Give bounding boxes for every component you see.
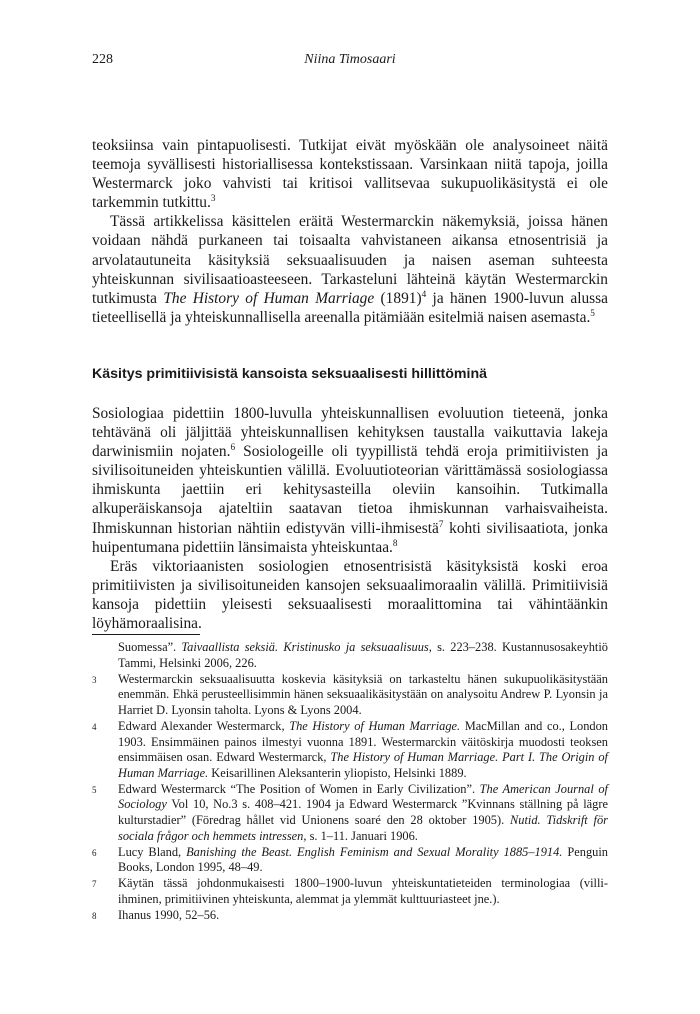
footnote-ref[interactable]: 7 — [438, 518, 444, 529]
page-header — [92, 52, 608, 72]
footnote-number: 4 — [92, 721, 97, 732]
footnote-ref[interactable]: 8 — [392, 537, 398, 548]
running-head-author: Niina Timosaari — [304, 52, 396, 67]
footnote-ref[interactable]: 4 — [421, 288, 427, 299]
paragraph: Sosiologiaa pidettiin 1800-luvulla yhteiskunnallisen evoluution tieteenä, jonka tehtävänä oli jäljittää yhteiskunnallisen kehityksen taustalla vaikuttavia lakeja darwinismiin nojaten.$^6$ Sosiologeille oli tyypillistä tehdä eroja primitiivisten ja sivilisoituneiden yhteiskuntien välillä. Evoluutioteorian värittämässä sosiologiassa ihmiskunta jaettiin eri kehitysasteilla oleviin kansoihin. Tutkimalla alkuperäiskansoja ajateltiin saatavan tietoa ihmiskunnan varhaisvaiheista. Ihmiskunnan historian nähtiin edistyvän villi-ihmisestä$^7$ kohti sivilisaatiota, jonka huipentumana pidettiin länsimaista yhteiskuntaa.$^8$ — [92, 405, 609, 556]
paragraph: Eräs viktoriaanisten sosiologien etnosentrisistä käsityksistä koski eroa primitiivisten ja sivilisoituneiden kansojen seksuaalimoraalin välillä. Primitiivisiä kansoja pidettiin yleisesti seksuaalisesti moraalittomina tai vähintäänkin löyhämoraalisina. — [92, 557, 608, 633]
footnote-number: 8 — [92, 911, 97, 922]
footnote-ref[interactable]: 6 — [230, 442, 236, 453]
footnote-4: 4 Edward Alexander Westermarck, The History of Human Marriage. MacMillan and co., London 1903. Ensimmäinen painos ilmestyi vuonna 1891. Westermarckin väitöskirja muodosti teoksen ensimmäisen osan. Edward Westermarck, The History of Human Marriage. Part I. The Origin of Human Marriage. Keisarillinen Aleksanterin yliopisto, Helsinki 1889. — [92, 718, 608, 780]
footnote-ref[interactable]: 5 — [590, 307, 595, 318]
body-text-section — [92, 404, 608, 633]
paragraph: Tässä artikkelissa käsittelen eräitä Westermarckin näkemyksiä, joissa hänen voidaan nähdä purkaneen tai toisaalta vahvistaneen aikansa etnosentrisiä ja arvolatautuneita käsityksiä seksuaalisuuden ja naisen aseman suhteesta yhteiskunnan sivilisaatioasteeseen. Tarkasteluni lähteinä käytän Westermarckin tutkimusta The History of Human Marriage $(1891)^4$ ja hänen 1900-luvun alussa tieteellisellä ja yhteiskunnallisella areenalla pitämiään esitelmiä naisen asemasta.$^5$ — [92, 213, 608, 326]
footnote-number: 3 — [92, 674, 97, 685]
footnote-3: 3 Westermarckin seksuaalisuutta koskevia käsityksiä on tarkasteltu hänen sukupuolikäsitystään enemmän. Ehkä perusteellisimmin hänen seksuaalikäsitystään on analysoitu Andrew P. Lyonsin ja Harriet D. Lyonsin taholta. Lyons & Lyons 2004. — [92, 671, 608, 717]
footnotes — [92, 640, 608, 924]
footnote-ref[interactable]: 3 — [210, 193, 216, 204]
page-number: 228 — [92, 52, 113, 67]
footnote-8: 8 Ihanus 1990, 52–56. — [92, 908, 608, 924]
footnote-6: 6 Lucy Bland, Banishing the Beast. English Feminism and Sexual Morality 1885–1914. Penguin Books, London 1995, 48–49. — [92, 844, 608, 875]
footnote-number: 7 — [92, 879, 97, 890]
footnote-separator — [92, 634, 200, 635]
footnote-continuation: Suomessa”. Taivaallista seksiä. Kristinusko ja seksuaalisuus, s. 223–238. Kustannusosakeyhtiö Tammi, Helsinki 2006, 226. — [118, 640, 608, 670]
footnote-5: 5 Edward Westermarck “The Position of Women in Early Civilization”. The American Journal of Sociology Vol 10, No.3 s. 408–421. 1904 ja Edward Westermarck ”Kvinnans ställning på lägre kulturstadier” (Föredrag hållet vid Unionens soaré den 28 oktober 1905). Nutid. Tidskrift för sociala frågor och hemmets intressen, s. 1–11. Januari 1906. — [92, 781, 608, 843]
footnote-number: 6 — [92, 847, 97, 858]
body-text-intro — [92, 136, 608, 327]
footnote-7: 7 Käytän tässä johdonmukaisesti 1800–1900-luvun yhteiskuntatieteiden terminologiaa (villi-ihminen, primitiivinen yhteiskunta, alemmat ja ylemmät kulttuuriasteet jne.). — [92, 876, 608, 906]
footnote-number: 5 — [92, 784, 97, 795]
paragraph: teoksiinsa vain pintapuolisesti. Tutkijat eivät myöskään ole analysoineet näitä teemoja syvällisesti historiallisessa kontekstissaan. Varsinkaan niitä tapoja, joilla Westermarck joko vahvisti tai kritisoi vallitsevaa sukupuolikäsitystä ei ole tarkemmin tutkittu.$^3$ — [92, 137, 608, 212]
section-heading: Käsitys primitiivisistä kansoista seksuaalisesti hillittöminä — [92, 366, 488, 382]
book-title: The History of Human Marriage — [163, 289, 375, 307]
